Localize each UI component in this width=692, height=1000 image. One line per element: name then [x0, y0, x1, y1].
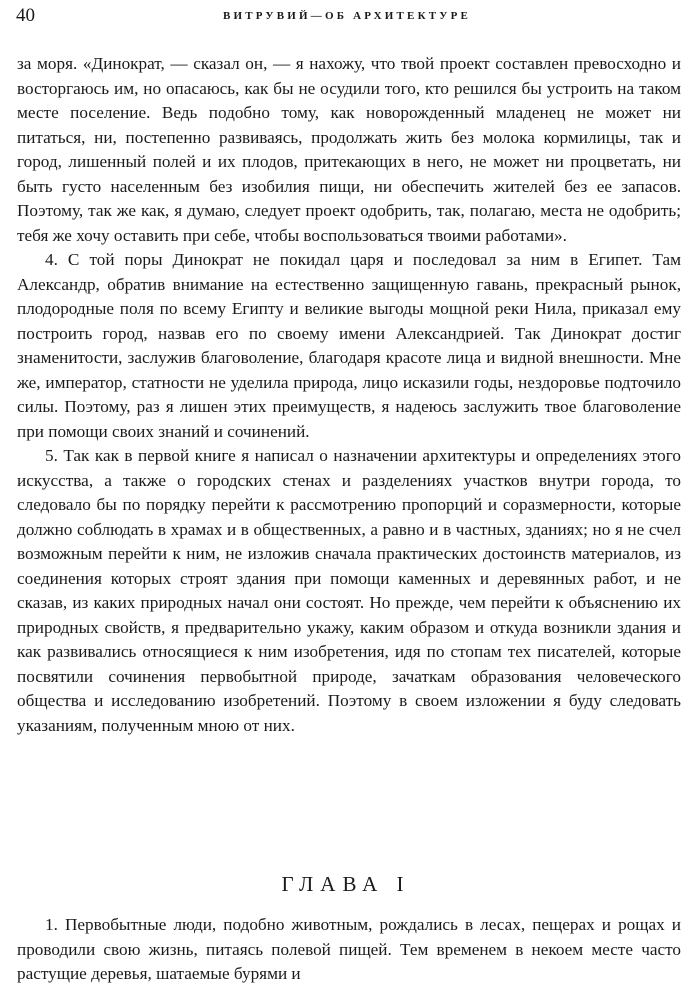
paragraph-continuation: за моря. «Динократ, — сказал он, — я нахожу, что твой проект составлен превосходно и восторгаюсь им, но опасаюсь, как бы не осудили того, кто решился бы устроить на таком месте поселение. Ведь подобно тому, как новорожденный младенец не может ни питаться, ни, постепенно развиваясь, продолжать жить без молока кормилицы, так и город, лишенный полей и их плодов, притекающих в него, не может ни процветать, ни быть густо населенным без изобилия пищи, ни обеспечить жителей без ее запасов. Поэтому, так же как, я думаю, следует проект одобрить, так, полагаю, места не одобрить; тебя же хочу оставить при себе, чтобы воспользоваться твоими работами». — [17, 54, 681, 245]
paragraph-5: 5. Так как в первой книге я написал о назначении архитектуры и определениях этого искусства, а также о городских стенах и разделениях участков внутри города, то следовало бы по порядку перейти к рассмотрению пропорций и соразмерности, которые должно соблюдать в храмах и в общественных, а равно и в частных, зданиях; но я не счел возможным перейти к ним, не изложив сначала практических достоинств материалов, из соединения которых строят здания при помощи каменных и деревянных работ, и не сказав, из каких природных начал они состоят. Но прежде, чем перейти к объяснению их природных свойств, я предварительно укажу, каким образом и откуда возникли здания и как развивались относящиеся к ним изобретения, идя по стопам тех писателей, которые посвятили сочинения первобытной природе, зачаткам образования человеческого общества и исследованию изобретений. Поэтому в своем изложении я буду следовать указаниям, полученным мною от них. — [17, 446, 681, 735]
page-number: 40 — [16, 5, 35, 26]
paragraph-4: 4. С той поры Динократ не покидал царя и последовал за ним в Египет. Там Александр, обратив внимание на естественно защищенную гавань, прекрасный рынок, плодородные поля по всему Египту и великие выгоды мощной реки Нила, приказал ему построить город, назвав его по своему имени Александрией. Так Динократ достиг знаменитости, заслужив благоволение, благодаря красоте лица и видной внешности. Мне же, император, статности не уделила природа, лицо исказили годы, нездоровье подточило силы. Поэтому, раз я лишен этих преимуществ, я надеюсь заслужить твое благоволение при помощи своих знаний и сочинений. — [17, 250, 681, 441]
running-header — [16, 4, 678, 28]
running-title: ВИТРУВИЙ—ОБ АРХИТЕКТУРЕ — [222, 10, 472, 22]
chapter-text — [17, 913, 681, 987]
chapter-heading: ГЛАВА I — [281, 872, 411, 896]
main-text — [17, 52, 681, 738]
chapter-paragraph-1: 1. Первобытные люди, подобно животным, рождались в лесах, пещерах и рощах и проводили свою жизнь, питаясь полевой пищей. Тем временем в некоем месте часто растущие деревья, шатаемые бурями и — [17, 915, 681, 983]
